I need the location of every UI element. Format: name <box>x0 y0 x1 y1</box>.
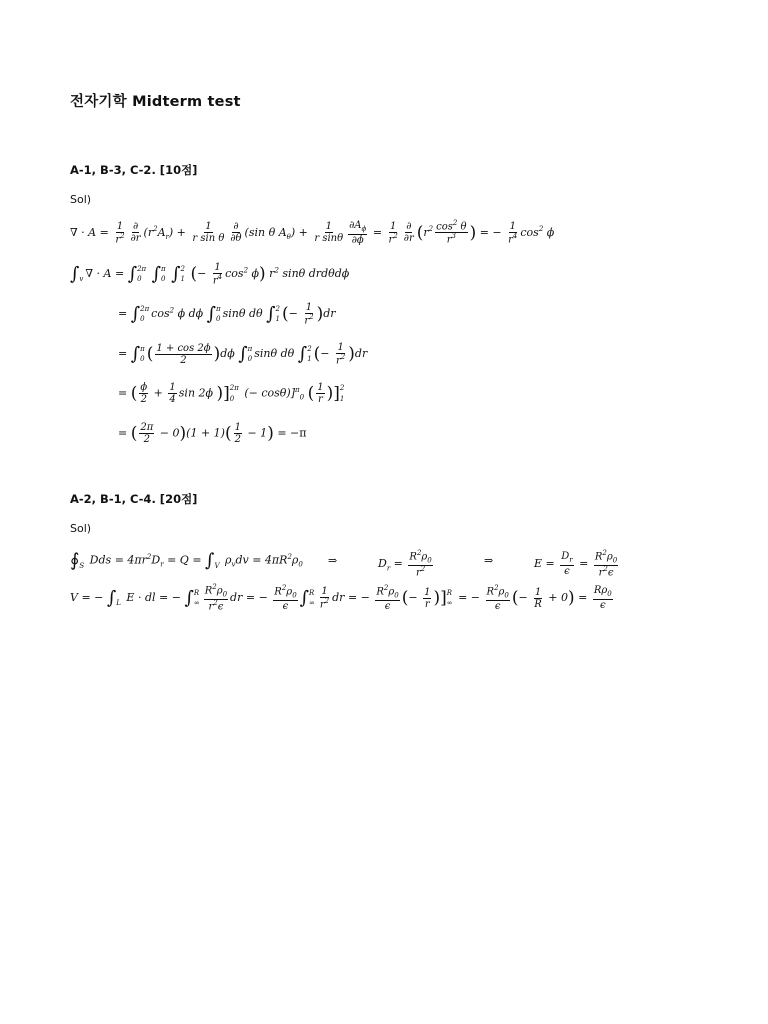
section-1-heading: A-1, B-3, C-2. [10점] <box>70 163 198 177</box>
volume-integral-step-2: = ∫ π 0 ( $\frac{1 + \cos 2\phi}{2}$ )dϕ ∫ π 0 sinθ dθ ∫ 2 1 (− $\frac{1}{r^2}$ )dr <box>118 342 368 367</box>
electric-field-equation: E = $\frac{D_r}{\epsilon}$ = $\frac{R^2\rho_0}{r^2\epsilon}$ <box>534 549 618 579</box>
volume-integral-equation: ∫ v ∇ · A = ∫ 2π 0 ∫ π 0 ∫ 2 1 (− $\frac{1}{r^4}$ $\cos^2 \phi$) $r^2$ sinθ drdθdϕ <box>70 262 350 287</box>
volume-integral-step-3: = ( $\frac{\phi}{2}$ + $\frac{1}{4}$ sin 2ϕ )] 2π 0 (− cosθ)]$^\pi_0$ ( $\frac{1}{r}$ )] 2 1 <box>118 382 345 405</box>
implies-arrow-1: ⇒ <box>328 554 338 567</box>
implies-arrow-2: ⇒ <box>484 554 494 567</box>
section-2-heading: A-2, B-1, C-4. [20점] <box>70 492 198 506</box>
page-title: 전자기학 Midterm test <box>70 94 241 110</box>
displacement-field-equation: $D_r$ = $\frac{R^2\rho_0}{r^2}$ <box>378 549 432 579</box>
divergence-equation: ∇ · A = $\frac{1}{r^2}$ $\frac{\partial}{\partial r}$ $(r^2A_r)$ + $\frac{1}{\text{r sin θ}}$ $\frac{\partial}{\partial\theta}$ (sin θ $A_\theta$) + $\frac{1}{\text{r sinθ}}$ $\frac{\partial A_\phi}{\partial\phi}$ = $\frac{1}{r^2}$ $\frac{\partial}{\partial r}$ ($r^2$ $\frac{\cos^2 \theta}{r^3}$ ) = − $\frac{1}{r^4}$ $\cos^2 \phi$ <box>70 219 555 246</box>
volume-integral-result: = ( $\frac{2\pi}{2}$ − 0)(1 + 1)( $\frac{1}{2}$ − 1) = −π <box>118 422 307 445</box>
section-1-sol-label: Sol) <box>70 193 92 206</box>
gauss-law-equation: ∮ S Dds = $4\pi r^2D_r = Q$ = ∫ V $\rho_vdv = 4\pi R^2\rho_0$ <box>70 550 303 571</box>
section-2-sol-label: Sol) <box>70 522 92 535</box>
potential-equation: V = − ∫ L E · dl = − ∫ R ∞ $\frac{R^2\rho_0}{r^2\epsilon}$ dr = − $\frac{R^2\rho_0}{\epsilon}$ ∫ R ∞ $\frac{1}{r^2}$ dr = − $\frac{R^2\rho_0}{\epsilon}$ (− $\frac{1}{r}$ )] R ∞ = − $\frac{R^2\rho_0}{\epsilon}$ (− $\frac{1}{R}$ + 0) = $\frac{R\rho_0}{\epsilon}$ <box>70 583 612 613</box>
volume-integral-step-1: = ∫ 2π 0 $\cos^2 \phi$ dϕ ∫ π 0 sinθ dθ ∫ 2 1 (− $\frac{1}{r^2}$ )dr <box>118 302 336 327</box>
